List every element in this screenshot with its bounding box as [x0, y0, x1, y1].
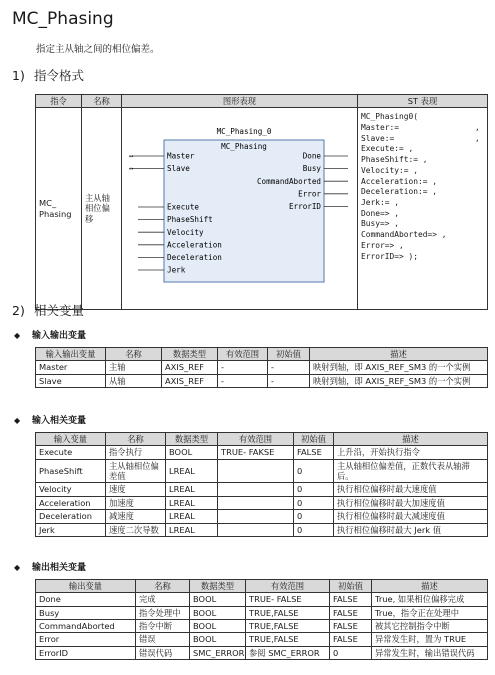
inputs-header-row	[36, 433, 488, 446]
inputs-cell: 执行相位偏移时最大加速度值	[334, 496, 488, 509]
inputs-cell: 执行相位偏移时最大 Jerk 值	[334, 523, 488, 536]
inout-header-cell: 数据类型	[162, 348, 218, 361]
format-header-name: 名称	[82, 95, 122, 108]
outputs-cell: TRUE- FALSE	[246, 593, 330, 606]
inputs-cell: 0	[294, 459, 334, 483]
st-code-line: Velocity:= ,	[361, 165, 419, 175]
outputs-cell: 参阅 SMC_ERROR	[246, 646, 330, 659]
fb-diagram-cell	[122, 108, 358, 309]
inout-header-cell: 输入输出变量	[36, 348, 106, 361]
inputs-cell	[218, 459, 294, 483]
inputs-cell: 指令执行	[106, 446, 166, 459]
table-row	[36, 523, 488, 536]
diamond-bullet-icon: ◆	[14, 416, 21, 425]
section-heading-variables: 2) 相关变量	[12, 303, 85, 318]
inputs-header-cell: 有效范围	[218, 433, 294, 446]
st-code-line: ErrorID=> );	[361, 251, 419, 261]
fb-instance-name: MC_Phasing_0	[216, 127, 272, 137]
st-code-line: Execute:= ,	[361, 144, 414, 154]
inout-table	[35, 347, 488, 388]
inputs-cell	[218, 510, 294, 523]
inputs-cell: TRUE- FAKSE	[218, 446, 294, 459]
outputs-header-cell: 有效范围	[246, 580, 330, 593]
inputs-table	[35, 432, 488, 537]
table-row	[36, 459, 488, 483]
inout-cell: -	[268, 374, 310, 387]
inputs-cell: LREAL	[166, 459, 218, 483]
inout-cell: 映射到轴，即 AXIS_REF_SM3 的一个实例	[310, 374, 488, 387]
format-header-instruction: 指令	[36, 95, 82, 108]
table-row	[36, 496, 488, 509]
fb-output-pin-label: CommandAborted	[256, 177, 321, 187]
outputs-header-cell: 初始值	[330, 580, 372, 593]
fb-diagram	[122, 108, 358, 306]
fb-type-name: MC_Phasing	[221, 142, 267, 152]
fb-input-pin-label: Execute	[167, 202, 200, 212]
outputs-cell: BOOL	[190, 633, 246, 646]
outputs-cell: 指令中断	[136, 620, 190, 633]
fb-output-pin-label: Done	[302, 151, 321, 161]
inout-header-cell: 描述	[310, 348, 488, 361]
inputs-cell: 主从轴相位偏差值，正数代表从轴滞后。	[334, 459, 488, 483]
outputs-cell: FALSE	[330, 633, 372, 646]
inout-cell: 从轴	[106, 374, 162, 387]
outputs-cell: SMC_ERROR	[190, 646, 246, 659]
st-code-line: MC_Phasing0(	[361, 112, 419, 122]
table-row	[36, 510, 488, 523]
st-code-line: Acceleration:= ,	[361, 176, 438, 186]
st-code	[358, 108, 488, 309]
section-heading-format: 1) 指令格式	[12, 68, 85, 83]
inputs-header-cell: 名称	[106, 433, 166, 446]
outputs-cell: 被其它控制指令中断	[372, 620, 488, 633]
outputs-cell: CommandAborted	[36, 620, 136, 633]
inputs-cell: Execute	[36, 446, 106, 459]
table-row	[36, 361, 488, 374]
outputs-header-cell: 名称	[136, 580, 190, 593]
st-code-line: PhaseShift:= ,	[361, 155, 428, 165]
st-code-line: Done=> ,	[361, 208, 400, 218]
outputs-header-cell: 描述	[372, 580, 488, 593]
outputs-cell: Done	[36, 593, 136, 606]
st-code-line: Busy=> ,	[361, 219, 400, 229]
inputs-cell: 0	[294, 483, 334, 496]
inputs-cell: 0	[294, 523, 334, 536]
outputs-cell: TRUE,FALSE	[246, 633, 330, 646]
inout-cell: 主轴	[106, 361, 162, 374]
inout-cell: Master	[36, 361, 106, 374]
st-code-line: Error=> ,	[361, 240, 404, 250]
format-table	[35, 94, 488, 310]
outputs-cell: BOOL	[190, 620, 246, 633]
fb-inout-pin-label: Master	[167, 151, 195, 161]
inputs-cell: FALSE	[294, 446, 334, 459]
inout-cell: Slave	[36, 374, 106, 387]
diamond-bullet-icon: ◆	[14, 331, 21, 340]
inout-heading: ◆ 输入输出变量	[14, 331, 87, 341]
page-title: MC_Phasing	[12, 9, 114, 29]
inputs-cell: PhaseShift	[36, 459, 106, 483]
inout-header-cell: 初始值	[268, 348, 310, 361]
inputs-cell: 上升沿，开始执行指令	[334, 446, 488, 459]
fb-input-pin-label: PhaseShift	[167, 215, 213, 225]
inout-cell: AXIS_REF	[162, 361, 218, 374]
format-header-st: ST 表现	[358, 95, 488, 108]
format-header-graphic: 图形表现	[122, 95, 358, 108]
outputs-header-cell: 数据类型	[190, 580, 246, 593]
inputs-header-cell: 输入变量	[36, 433, 106, 446]
table-row	[36, 374, 488, 387]
outputs-cell: Error	[36, 633, 136, 646]
inputs-cell: LREAL	[166, 523, 218, 536]
outputs-cell: 异常发生时，输出错误代码	[372, 646, 488, 659]
outputs-cell: 0	[330, 646, 372, 659]
st-code-line: CommandAborted=> ,	[361, 230, 447, 240]
page-description: 指定主从轴之间的相位偏差。	[36, 44, 160, 55]
diamond-bullet-icon: ◆	[14, 563, 21, 572]
st-code-lines	[361, 112, 484, 262]
inputs-cell	[218, 483, 294, 496]
outputs-cell: TRUE,FALSE	[246, 606, 330, 619]
outputs-cell: 完成	[136, 593, 190, 606]
inputs-header-cell: 描述	[334, 433, 488, 446]
outputs-header-cell: 输出变量	[36, 580, 136, 593]
inout-header-row	[36, 348, 488, 361]
inout-cell: -	[218, 374, 268, 387]
fb-output-pin-label: Error	[298, 189, 321, 199]
inout-header-cell: 有效范围	[218, 348, 268, 361]
fb-inout-pin-label: Slave	[167, 164, 190, 174]
fb-output-pin-label: ErrorID	[288, 202, 321, 212]
st-code-line: Slave:= ,	[361, 133, 480, 143]
fb-input-pin-label: Jerk	[167, 265, 186, 275]
outputs-header-row	[36, 580, 488, 593]
st-code-line: Deceleration:= ,	[361, 187, 438, 197]
inputs-cell	[218, 496, 294, 509]
inputs-cell: 执行相位偏移时最大减速度值	[334, 510, 488, 523]
inputs-heading: ◆ 输入相关变量	[14, 416, 87, 426]
inout-header-cell: 名称	[106, 348, 162, 361]
table-row	[36, 620, 488, 633]
fb-input-pin-label: Velocity	[167, 228, 204, 238]
table-row	[36, 446, 488, 459]
inputs-cell: 主从轴相位偏差值	[106, 459, 166, 483]
outputs-cell: FALSE	[330, 606, 372, 619]
inputs-cell: 0	[294, 510, 334, 523]
outputs-cell: BOOL	[190, 593, 246, 606]
table-row	[36, 646, 488, 659]
inputs-cell: Deceleration	[36, 510, 106, 523]
inputs-cell: LREAL	[166, 483, 218, 496]
outputs-heading: ◆ 输出相关变量	[14, 563, 87, 573]
format-name: 主从轴相位偏移	[82, 108, 122, 309]
outputs-cell: 指令处理中	[136, 606, 190, 619]
outputs-cell: Busy	[36, 606, 136, 619]
inputs-cell: 速度二次导数	[106, 523, 166, 536]
inputs-cell: LREAL	[166, 510, 218, 523]
format-instruction: MC_ Phasing	[36, 108, 82, 309]
outputs-cell: True，指令正在处理中	[372, 606, 488, 619]
inputs-cell: Acceleration	[36, 496, 106, 509]
outputs-cell: BOOL	[190, 606, 246, 619]
fb-input-pin-label: Deceleration	[167, 253, 222, 263]
inputs-cell: 0	[294, 496, 334, 509]
inout-cell: AXIS_REF	[162, 374, 218, 387]
inputs-cell: BOOL	[166, 446, 218, 459]
inputs-header-cell: 数据类型	[166, 433, 218, 446]
inputs-cell: 加速度	[106, 496, 166, 509]
fb-output-pin-label: Busy	[302, 164, 321, 174]
st-code-line: Master:= ,	[361, 123, 480, 133]
inout-cell: -	[218, 361, 268, 374]
table-row	[36, 606, 488, 619]
fb-input-pin-label: Acceleration	[167, 240, 222, 250]
inout-cell: -	[268, 361, 310, 374]
outputs-cell: FALSE	[330, 620, 372, 633]
outputs-table	[35, 579, 488, 660]
inputs-header-cell: 初始值	[294, 433, 334, 446]
inout-cell: 映射到轴，即 AXIS_REF_SM3 的一个实例	[310, 361, 488, 374]
outputs-cell: 错误代码	[136, 646, 190, 659]
table-row	[36, 483, 488, 496]
table-row	[36, 633, 488, 646]
outputs-cell: 错误	[136, 633, 190, 646]
outputs-cell: TRUE,FALSE	[246, 620, 330, 633]
double-arrow-icon: ↔	[129, 152, 134, 161]
inputs-cell: LREAL	[166, 496, 218, 509]
inputs-cell: 减速度	[106, 510, 166, 523]
st-code-line: Jerk:= ,	[361, 197, 400, 207]
double-arrow-icon: ↔	[129, 164, 134, 173]
inputs-cell: Velocity	[36, 483, 106, 496]
outputs-cell: 异常发生时，置为 TRUE	[372, 633, 488, 646]
outputs-cell: True, 如果相位偏移完成	[372, 593, 488, 606]
outputs-cell: ErrorID	[36, 646, 136, 659]
outputs-cell: FALSE	[330, 593, 372, 606]
inputs-cell: 速度	[106, 483, 166, 496]
table-row	[36, 593, 488, 606]
inputs-cell	[218, 523, 294, 536]
inputs-cell: 执行相位偏移时最大速度值	[334, 483, 488, 496]
inputs-cell: Jerk	[36, 523, 106, 536]
